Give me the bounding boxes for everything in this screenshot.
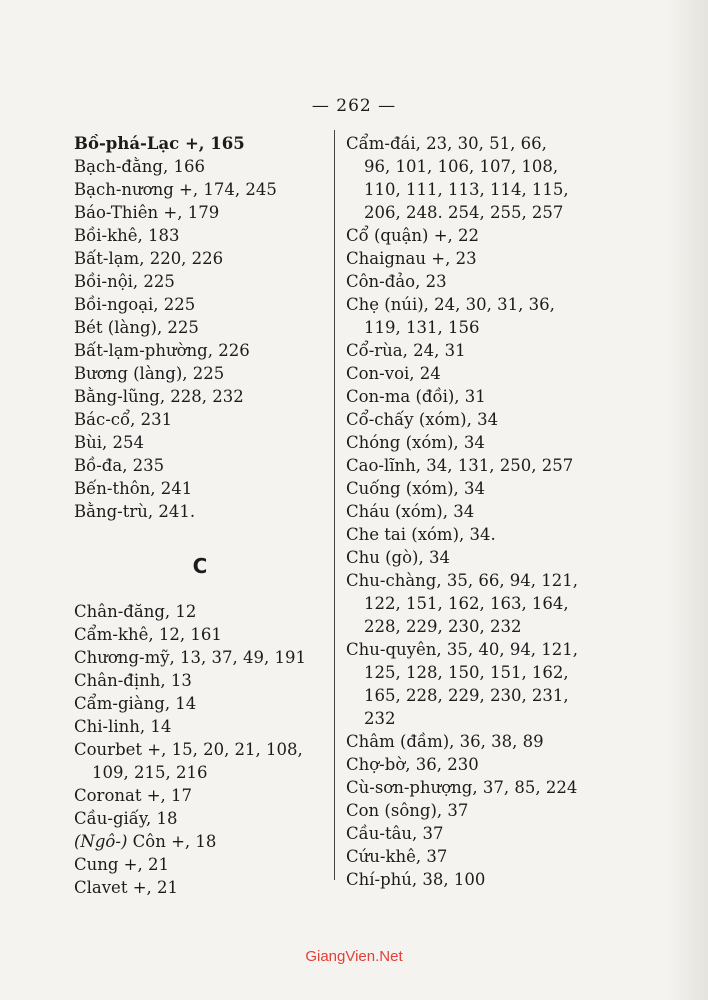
b-entries-list: [74, 132, 326, 523]
entry-text: Chu-quyên, 35, 40, 94, 121,: [346, 640, 579, 659]
entry-text: Bồi-nội, 225: [74, 272, 175, 291]
entry-text: Cuống (xóm), 34: [346, 479, 486, 498]
entry-text: Bất-lạm, 220, 226: [74, 249, 224, 268]
index-entry: [74, 477, 326, 500]
index-entry: [74, 784, 326, 807]
index-entry: [346, 868, 608, 891]
entry-text: Clavet +, 21: [74, 878, 179, 897]
index-entry: [74, 362, 326, 385]
entry-text: Chẹ (núi), 24, 30, 31, 36,: [346, 295, 555, 314]
index-entry: [74, 155, 326, 178]
entry-text: Cao-lĩnh, 34, 131, 250, 257: [346, 456, 574, 475]
index-entry: [74, 876, 326, 899]
entry-text: Chợ-bờ, 36, 230: [346, 755, 479, 774]
entry-text: Coronat +, 17: [74, 786, 193, 805]
index-entry: [74, 807, 326, 830]
entry-text: Bạch-đằng, 166: [74, 157, 205, 176]
entry-text: Bằng-lũng, 228, 232: [74, 387, 244, 406]
entry-prefix: (Ngô-): [74, 832, 128, 851]
index-entry: [74, 830, 326, 853]
index-entry: [346, 822, 608, 845]
section-heading-c: C: [192, 554, 208, 578]
index-entry: [74, 293, 326, 316]
index-entry: [74, 201, 326, 224]
entry-continuation: 96, 101, 106, 107, 108,: [364, 157, 559, 176]
index-entry: [74, 431, 326, 454]
entry-text: Courbet +, 15, 20, 21, 108,: [74, 740, 303, 759]
index-entry: [346, 270, 608, 293]
index-entry: [74, 132, 326, 155]
index-entry: [346, 431, 608, 454]
index-entry: [346, 362, 608, 385]
right-entries-list: [346, 132, 608, 891]
index-entry: [346, 132, 608, 224]
page-number: — 262 —: [311, 96, 397, 116]
index-entry: [346, 247, 608, 270]
index-column-left: [74, 132, 326, 899]
index-entry: [346, 799, 608, 822]
index-entry: [346, 730, 608, 753]
entry-continuation: 165, 228, 229, 230, 231,: [364, 686, 569, 705]
index-entry: [346, 753, 608, 776]
entry-continuation: 228, 229, 230, 232: [364, 617, 522, 636]
entry-text: Báo-Thiên +, 179: [74, 203, 220, 222]
entry-text: Bồi-khê, 183: [74, 226, 180, 245]
entry-text: Con-ma (đồi), 31: [346, 387, 486, 406]
entry-text: Chí-phú, 38, 100: [346, 870, 486, 889]
index-entry: [74, 316, 326, 339]
entry-text: Chóng (xóm), 34: [346, 433, 485, 452]
entry-text: Chân-đăng, 12: [74, 602, 197, 621]
entry-text: Bác-cổ, 231: [74, 410, 173, 429]
entry-text: Bồi-ngoại, 225: [74, 295, 196, 314]
index-entry: [74, 224, 326, 247]
entry-continuation: 232: [364, 709, 396, 728]
index-entry: [74, 339, 326, 362]
entry-continuation: 122, 151, 162, 163, 164,: [364, 594, 569, 613]
index-entry: [346, 569, 608, 638]
index-entry: [346, 408, 608, 431]
index-entry: [74, 454, 326, 477]
entry-text: Bùi, 254: [74, 433, 145, 452]
entry-text: Che tai (xóm), 34.: [346, 525, 496, 544]
index-entry: [74, 385, 326, 408]
index-entry: [74, 738, 326, 784]
index-entry: [74, 408, 326, 431]
c-entries-list: [74, 600, 326, 899]
index-entry: [74, 247, 326, 270]
entry-continuation: 119, 131, 156: [364, 318, 480, 337]
index-entry: [346, 546, 608, 569]
index-entry: [346, 500, 608, 523]
index-entry: [74, 600, 326, 623]
entry-text: Cổ-chấy (xóm), 34: [346, 410, 499, 429]
entry-text: Chu (gò), 34: [346, 548, 450, 567]
entry-text: Cổ (quận) +, 22: [346, 226, 480, 245]
index-entry: [346, 845, 608, 868]
entry-text: Cháu (xóm), 34: [346, 502, 475, 521]
entry-text: Cẩm-giàng, 14: [74, 694, 197, 713]
index-entry: [346, 523, 608, 546]
entry-continuation: 110, 111, 113, 114, 115,: [364, 180, 569, 199]
entry-text: Cẩm-khê, 12, 161: [74, 625, 222, 644]
entry-text: Côn-đảo, 23: [346, 272, 447, 291]
entry-text: Cầu-giấy, 18: [74, 809, 178, 828]
entry-text: Bét (làng), 225: [74, 318, 199, 337]
entry-text: Bất-lạm-phường, 226: [74, 341, 250, 360]
entry-text: Chi-linh, 14: [74, 717, 172, 736]
index-entry: [74, 692, 326, 715]
watermark: GiangVien.Net: [305, 948, 403, 965]
index-entry: [74, 646, 326, 669]
entry-text: Cù-sơn-phượng, 37, 85, 224: [346, 778, 578, 797]
index-entry: [74, 853, 326, 876]
entry-text: Bến-thôn, 241: [74, 479, 193, 498]
index-entry: [346, 385, 608, 408]
entry-text: Chương-mỹ, 13, 37, 49, 191: [74, 648, 306, 667]
entry-text: Châm (đầm), 36, 38, 89: [346, 732, 544, 751]
entry-text: Cẩm-đái, 23, 30, 51, 66,: [346, 134, 547, 153]
index-entry: [346, 339, 608, 362]
index-entry: [346, 224, 608, 247]
index-entry: [74, 178, 326, 201]
column-divider: [334, 130, 335, 880]
entry-text: Chaignau +, 23: [346, 249, 477, 268]
index-entry: [74, 500, 326, 523]
entry-text: Bương (làng), 225: [74, 364, 225, 383]
entry-continuation: 125, 128, 150, 151, 162,: [364, 663, 569, 682]
entry-text: Bạch-nương +, 174, 245: [74, 180, 277, 199]
entry-text: Cứu-khê, 37: [346, 847, 448, 866]
entry-continuation: 109, 215, 216: [92, 763, 208, 782]
entry-text: Bồ-phá-Lạc +, 165: [74, 134, 245, 153]
index-entry: [74, 623, 326, 646]
entry-text: Bồ-đa, 235: [74, 456, 165, 475]
page-edge-shadow: [668, 0, 708, 1000]
entry-text: Cầu-tâu, 37: [346, 824, 444, 843]
index-entry: [74, 715, 326, 738]
entry-text: Con-voi, 24: [346, 364, 441, 383]
index-entry: [346, 454, 608, 477]
index-column-right: [346, 132, 608, 891]
entry-text: Chu-chàng, 35, 66, 94, 121,: [346, 571, 579, 590]
index-entry: [74, 669, 326, 692]
entry-text: Bằng-trù, 241.: [74, 502, 196, 521]
index-entry: [74, 270, 326, 293]
entry-text: Côn +, 18: [127, 832, 217, 851]
entry-text: Cổ-rùa, 24, 31: [346, 341, 466, 360]
index-entry: [346, 293, 608, 339]
entry-text: Cung +, 21: [74, 855, 169, 874]
index-entry: [346, 776, 608, 799]
index-entry: [346, 477, 608, 500]
entry-text: Con (sông), 37: [346, 801, 469, 820]
entry-continuation: 206, 248. 254, 255, 257: [364, 203, 564, 222]
entry-text: Chân-định, 13: [74, 671, 192, 690]
index-entry: [346, 638, 608, 730]
